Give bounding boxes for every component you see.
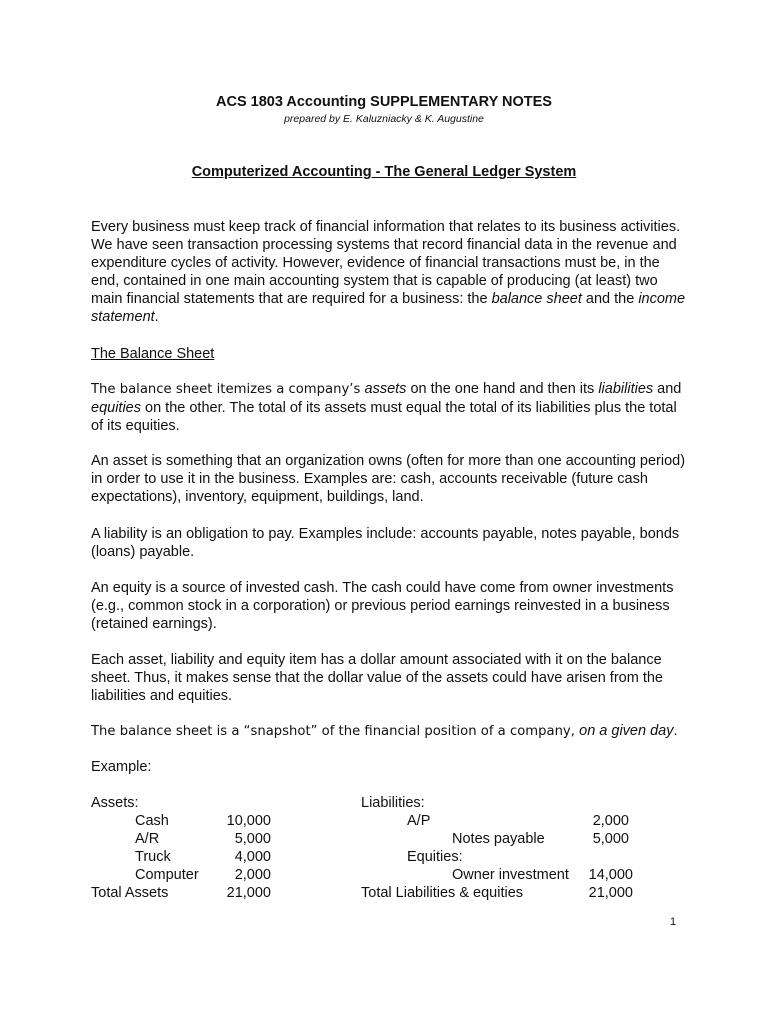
notes-payable-value: 5,000 [592,831,629,847]
term-income-statement: income statement [91,291,686,325]
asset-name: Computer [135,867,199,883]
asset-value: 5,000 [234,831,271,847]
equities-label: Equities: [407,849,463,865]
total-liabilities-equities-value: 21,000 [588,885,633,901]
balance-sheet-paragraph-1: The balance sheet itemizes a company’s assets on the one hand and then its liabilities and equities on the other. The total of its assets must equal the total of its liabilities plus the total of its equities. [91,381,682,434]
total-liabilities-equities-label: Total Liabilities & equities [361,885,524,901]
dollar-amount-paragraph: Each asset, liability and equity item has a dollar amount associated with it on the balance sheet. Thus, it makes sense that the dollar value of the assets could have arisen from the liabilities and equities. [91,652,663,704]
total-assets-value: 21,000 [226,885,271,901]
page-number: 1 [670,916,677,928]
asset-value: 4,000 [234,849,271,865]
asset-definition-paragraph: An asset is something that an organization owns (often for more than one accounting period) in order to use it in the business. Examples are: cash, accounts receivable (future cash expectations), inventory, equipment, buildings, land. [91,453,686,505]
intro-paragraph: Every business must keep track of financial information that relates to its business activities. We have seen transaction processing systems that record financial data in the revenue and expenditure cycles of activity. However, evidence of financial transactions must be, in the end, contained in one main accounting system that is capable of producing (at least) two main financial statements that are required for a business: the balance sheet and the income statement. [91,219,686,325]
asset-value: 2,000 [234,867,271,883]
notes-payable-label: Notes payable [452,831,545,847]
equity-definition-paragraph: An equity is a source of invested cash. The cash could have come from owner investments (e.g., common stock in a corporation) or previous period earnings reinvested in a business (retained earnings). [91,580,674,632]
balance-sheet-heading: The Balance Sheet [91,346,215,362]
liability-definition-paragraph: A liability is an obligation to pay. Examples include: accounts payable, notes payable, bonds (loans) payable. [91,526,680,560]
document-title: ACS 1803 Accounting SUPPLEMENTARY NOTES [216,94,552,110]
accounts-payable-label: A/P [407,813,431,829]
liabilities-label: Liabilities: [361,795,425,811]
owner-investment-value: 14,000 [588,867,633,883]
asset-name: A/R [135,831,160,847]
snapshot-paragraph: The balance sheet is a “snapshot” of the financial position of a company, on a given day. [91,723,678,739]
section-title: Computerized Accounting - The General Ledger System [191,164,577,180]
asset-name: Cash [135,813,169,829]
accounts-payable-value: 2,000 [592,813,629,829]
owner-investment-label: Owner investment [452,867,569,883]
asset-name: Truck [135,849,171,865]
term-balance-sheet: balance sheet [491,291,582,307]
document-byline: prepared by E. Kaluzniacky & K. Augustine [284,113,484,125]
total-assets-label: Total Assets [91,885,169,901]
asset-value: 10,000 [226,813,271,829]
example-label: Example: [91,759,152,775]
assets-label: Assets: [91,795,139,811]
